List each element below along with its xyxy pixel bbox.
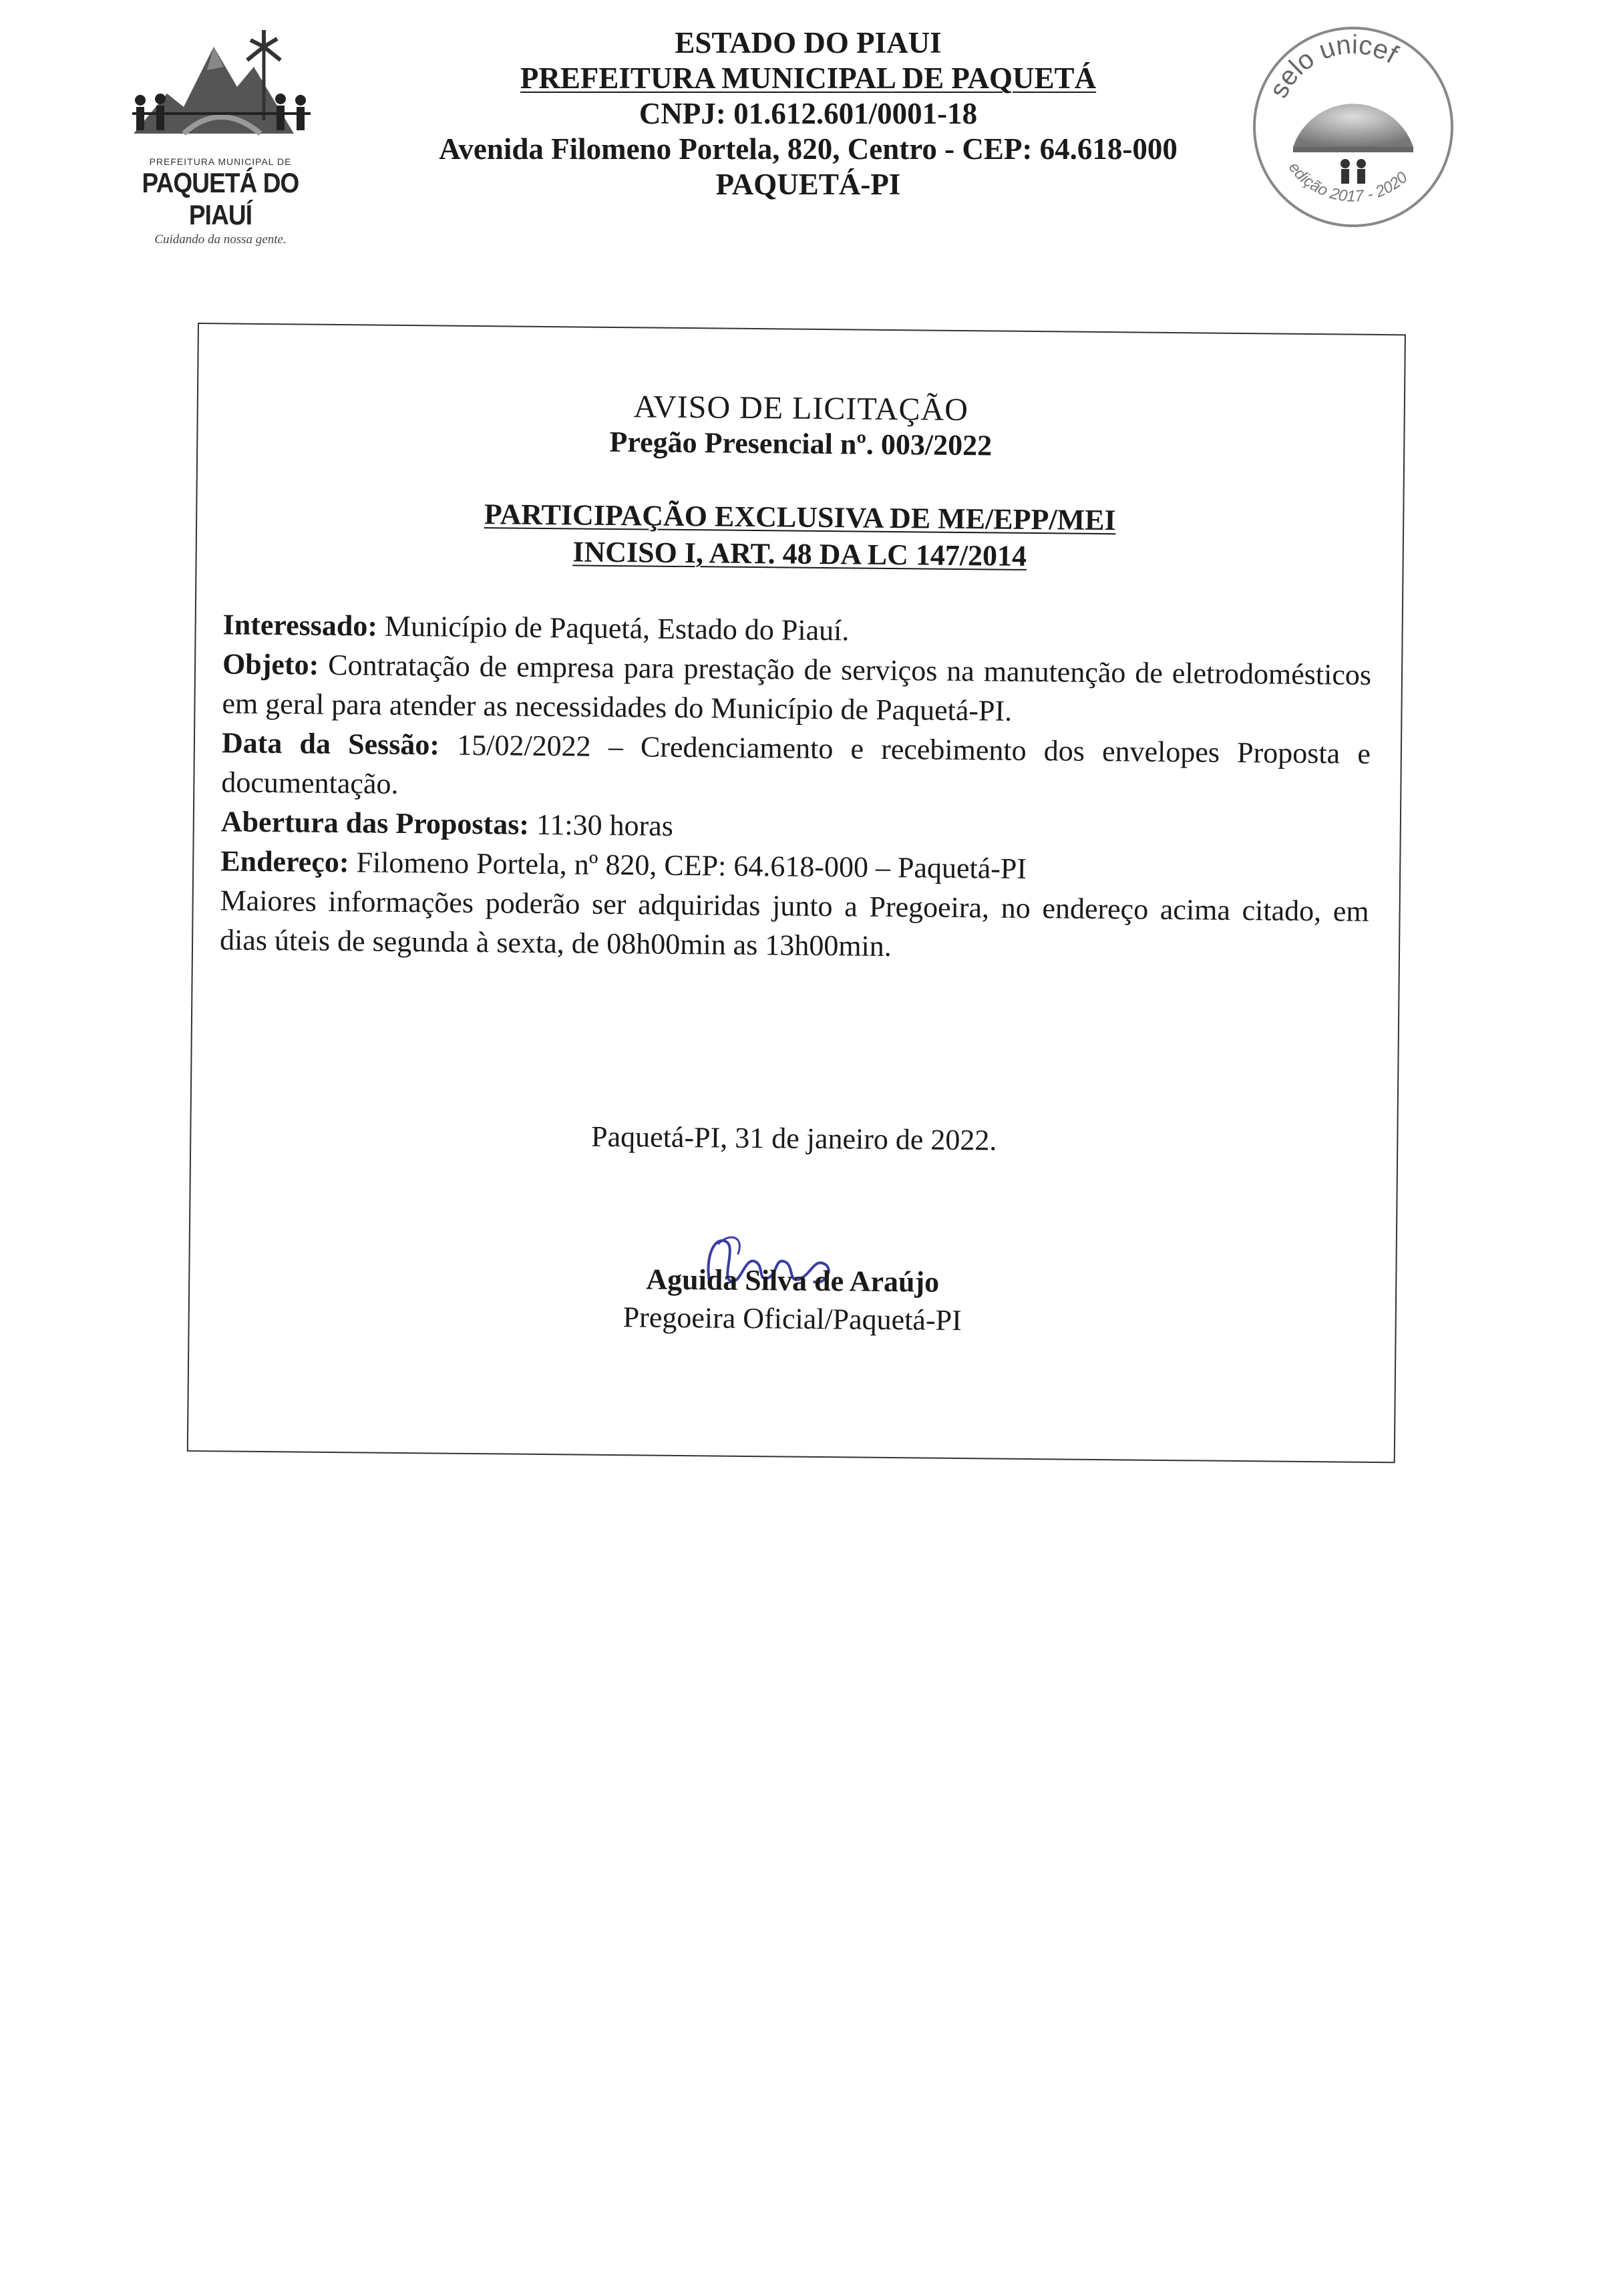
endereco-value: Filomeno Portela, nº 820, CEP: 64.618-000 – Paquetá-PI (349, 846, 1027, 885)
mountains-people-logo-icon (120, 20, 321, 154)
notice-body (220, 605, 1372, 970)
signer-role: Pregoeira Oficial/Paquetá-PI (622, 1301, 962, 1337)
municipal-logo (100, 20, 341, 247)
signer-name: Aguida Silva de Araújo (646, 1263, 940, 1299)
exclusive-participation: PARTICIPAÇÃO EXCLUSIVA DE ME/EPP/MEI (484, 498, 1116, 537)
header-prefeitura: PREFEITURA MUNICIPAL DE PAQUETÁ (520, 61, 1097, 95)
unicef-seal (1246, 20, 1460, 234)
interessado-label: Interessado: (222, 608, 378, 643)
unicef-seal-icon (1246, 20, 1460, 234)
notice-title: AVISO DE LICITAÇÃO (633, 389, 969, 428)
header-state: ESTADO DO PIAUI (675, 26, 942, 59)
data-paragraph (221, 723, 1371, 813)
interessado-value: Município de Paquetá, Estado do Piauí. (377, 609, 850, 647)
letterhead-text (374, 25, 1242, 202)
header-cnpj: CNPJ: 01.612.601/0001-18 (639, 97, 978, 130)
header-address: Avenida Filomeno Portela, 820, Centro - CEP: 64.618-000 (439, 132, 1178, 166)
objeto-label: Objeto: (222, 647, 319, 681)
objeto-value: Contratação de empresa para prestação de serviços na manutenção de eletrodomésticos em geral para atender as necessidades do Município de Paquetá-PI. (222, 648, 1372, 727)
svg-text:selo unicef (1264, 30, 1403, 103)
logo-name: PAQUETÁ DO PIAUÍ (142, 167, 299, 230)
endereco-label: Endereço: (220, 844, 349, 879)
data-value: 15/02/2022 – Credenciamento e recebimento dos envelopes Proposta e documentação. (221, 728, 1371, 800)
legal-basis: INCISO I, ART. 48 DA LC 147/2014 (572, 535, 1027, 572)
notice-box (187, 323, 1406, 1463)
data-label: Data da Sessão: (221, 726, 440, 762)
seal-top-text: selo unicef (1264, 29, 1403, 103)
abertura-label: Abertura das Propostas: (220, 805, 530, 841)
abertura-value: 11:30 horas (528, 808, 674, 842)
logo-slogan: Cuidando da nossa gente. (154, 232, 287, 247)
info-paragraph: Maiores informações poderão ser adquiridas junto a Pregoeira, no endereço acima citado, em dias úteis de segunda à sexta, de 08h00min as 13h00min. (219, 884, 1369, 963)
notice-subtitle: Pregão Presencial nº. 003/2022 (609, 425, 993, 462)
place-date: Paquetá-PI, 31 de janeiro de 2022. (590, 1120, 997, 1157)
seal-bottom-text: edição 2017 - 2020 (1284, 158, 1411, 206)
header-city: PAQUETÁ-PI (715, 168, 901, 201)
logo-top-caption: PREFEITURA MUNICIPAL DE (149, 156, 292, 167)
objeto-paragraph (222, 644, 1371, 734)
